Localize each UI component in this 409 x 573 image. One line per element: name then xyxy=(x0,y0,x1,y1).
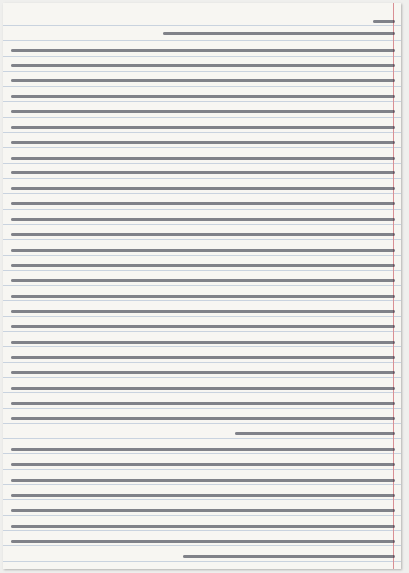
handwritten-line xyxy=(11,279,395,282)
handwritten-line xyxy=(11,540,395,543)
handwritten-line xyxy=(11,110,395,113)
handwritten-line xyxy=(11,402,395,405)
handwritten-line xyxy=(11,233,395,236)
ruling-line xyxy=(3,193,401,194)
ruling-line xyxy=(3,132,401,133)
handwritten-line xyxy=(11,448,395,451)
ruling-line xyxy=(3,408,401,409)
handwritten-line xyxy=(11,525,395,528)
handwritten-line xyxy=(11,463,395,466)
ruling-line xyxy=(3,270,401,271)
handwritten-line xyxy=(11,341,395,344)
ruling-line xyxy=(3,178,401,179)
handwritten-line xyxy=(11,49,395,52)
ruling-line xyxy=(3,438,401,439)
ruling-line xyxy=(3,239,401,240)
ruling-line xyxy=(3,499,401,500)
handwritten-line xyxy=(11,95,395,98)
ruling-line xyxy=(3,423,401,424)
handwritten-line xyxy=(11,371,395,374)
ruling-line xyxy=(3,285,401,286)
handwritten-line xyxy=(11,356,395,359)
handwritten-line xyxy=(11,509,395,512)
handwritten-line xyxy=(163,32,395,35)
ruling-line xyxy=(3,86,401,87)
handwritten-line xyxy=(11,141,395,144)
ruling-line xyxy=(3,25,401,26)
ruling-line xyxy=(3,392,401,393)
handwritten-line xyxy=(11,249,395,252)
ruling-line xyxy=(3,346,401,347)
handwritten-line xyxy=(183,555,395,558)
handwritten-line xyxy=(11,387,395,390)
handwritten-line xyxy=(11,64,395,67)
handwritten-line xyxy=(11,494,395,497)
handwritten-line xyxy=(11,295,395,298)
handwritten-line xyxy=(373,20,395,23)
ruling-line xyxy=(3,163,401,164)
ruling-line xyxy=(3,377,401,378)
ruling-line xyxy=(3,484,401,485)
handwritten-line xyxy=(11,157,395,160)
ruling-line xyxy=(3,117,401,118)
ruling-line xyxy=(3,515,401,516)
handwritten-line xyxy=(11,202,395,205)
handwritten-line xyxy=(11,479,395,482)
handwritten-line xyxy=(11,310,395,313)
letter-page xyxy=(3,3,401,569)
handwritten-line xyxy=(11,171,395,174)
ruling-line xyxy=(3,209,401,210)
handwritten-line xyxy=(11,79,395,82)
handwritten-line xyxy=(11,187,395,190)
ruling-line xyxy=(3,331,401,332)
margin-rule xyxy=(393,3,394,569)
ruling-line xyxy=(3,101,401,102)
ruling-line xyxy=(3,469,401,470)
ruling-line xyxy=(3,545,401,546)
ruling-line xyxy=(3,71,401,72)
ruling-line xyxy=(3,255,401,256)
ruling-line xyxy=(3,453,401,454)
ruling-line xyxy=(3,316,401,317)
ruling-line xyxy=(3,40,401,41)
ruling-line xyxy=(3,56,401,57)
handwritten-line xyxy=(235,432,395,435)
ruling-line xyxy=(3,147,401,148)
ruling-line xyxy=(3,561,401,562)
handwritten-line xyxy=(11,264,395,267)
ruling-line xyxy=(3,300,401,301)
handwritten-line xyxy=(11,218,395,221)
ruling-line xyxy=(3,224,401,225)
handwritten-line xyxy=(11,325,395,328)
ruling-line xyxy=(3,530,401,531)
handwritten-line xyxy=(11,417,395,420)
handwritten-line xyxy=(11,126,395,129)
ruling-line xyxy=(3,362,401,363)
